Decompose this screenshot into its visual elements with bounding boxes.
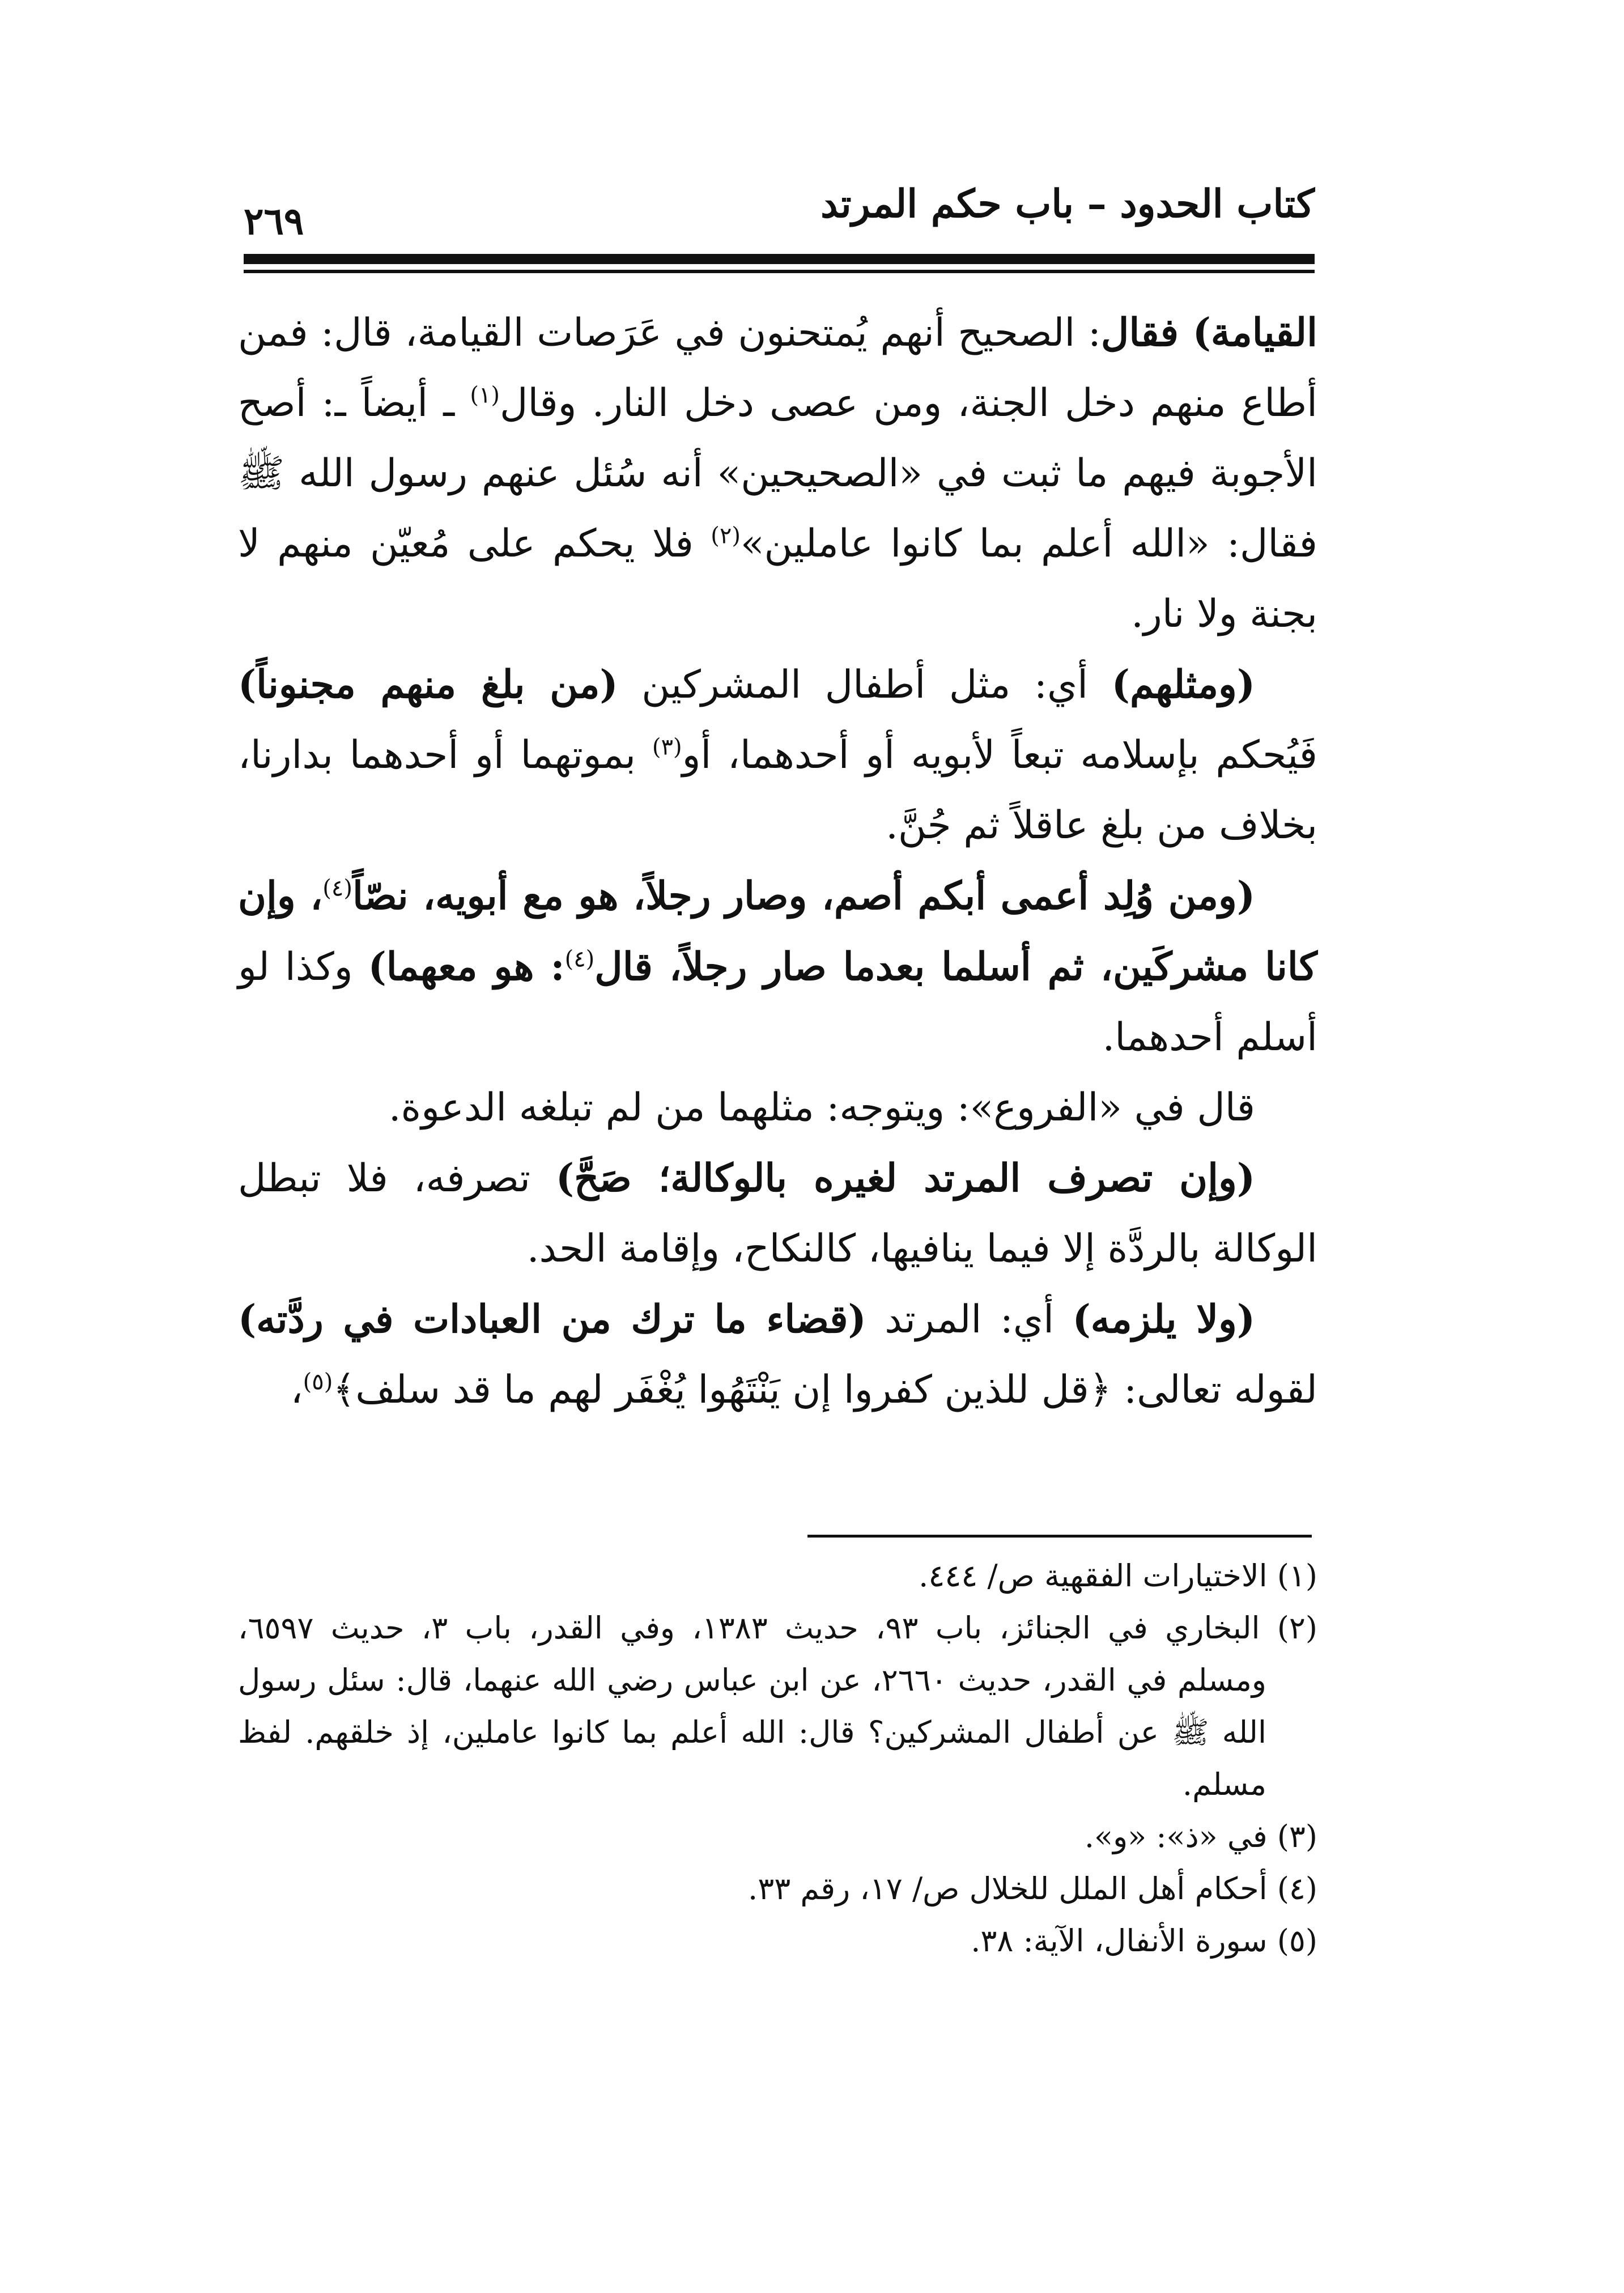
page-header	[244, 181, 1315, 249]
footnote-ref: (٢)	[711, 523, 741, 549]
text-run: وكذا لو أسلم أحدهما.	[238, 945, 1317, 1060]
header-rule-thin	[244, 270, 1315, 273]
text-run: أي: مثل أطفال المشركين	[618, 663, 1112, 707]
bold-phrase: : هو معهما)	[368, 944, 565, 990]
text-run: ،	[290, 1368, 303, 1412]
running-title: كتاب الحدود – باب حكم المرتد	[820, 181, 1315, 227]
bold-phrase: (ومثلهم)	[1111, 662, 1256, 707]
bold-phrase: (من بلغ منهم مجنوناً)	[238, 662, 618, 707]
paragraph-5	[238, 1143, 1317, 1284]
text-run: لقوله تعالى: ﴿قل للذين كفروا إن يَنْتَهُوا يُغْفَر لهم ما قد سلف﴾	[333, 1368, 1317, 1412]
paragraph-6	[238, 1284, 1317, 1425]
footnote-ref: (١)	[470, 382, 500, 409]
footnote-2: (٢) البخاري في الجنائز، باب ٩٣، حديث ١٣٨٣، وفي القدر، باب ٣، حديث ٦٥٩٧، ومسلم في القدر، حديث ٢٦٦٠، عن ابن عباس رضي الله عنهما، قال: سئل رسول الله ﷺ عن أطفال المشركين؟ قال: الله أعلم بما كانوا عاملين، إذ خلقهم. لفظ مسلم.	[238, 1610, 1317, 1802]
bold-phrase: (وإن تصرف المرتد لغيره بالوكالة؛ صَحَّ)	[555, 1156, 1255, 1201]
bold-phrase: (ومن وُلِد أعمى أبكم أصم، وصار رجلاً، هو مع أبويه، نصّاً	[352, 873, 1255, 919]
text-run: بموتهما أو أحدهما بدارنا، بخلاف من بلغ عاقلاً ثم جُنَّ.	[238, 733, 1317, 848]
main-text	[238, 298, 1317, 1425]
paragraph-4	[238, 1073, 1317, 1143]
header-rule-thick	[244, 254, 1315, 264]
paragraph-3	[238, 861, 1317, 1073]
text-run: فَيُحكم بإسلامه تبعاً لأبويه أو أحدهما، أو	[682, 733, 1318, 778]
text-run: قال في «الفروع»: ويتوجه: مثلهما من لم تبلغه الدعوة.	[388, 1085, 1255, 1130]
text-run: : الصحيح أنهم يُمتحنون في عَرَصات القيامة، قال: فمن أطاع منهم دخل الجنة، ومن عصى دخل النار. وقال	[238, 311, 1317, 426]
text-run: فلا يحكم على مُعيّن منهم لا بجنة ولا نار.	[238, 521, 1317, 636]
footnote-1: (١) الاختيارات الفقهية ص/ ٤٤٤.	[919, 1558, 1317, 1594]
footnotes	[238, 1550, 1317, 1967]
footnote-ref: (٤)	[322, 875, 352, 902]
footnote-ref: (٤)	[564, 946, 595, 973]
bold-phrase: القيامة) فقال	[1100, 310, 1318, 355]
text-run: ـ أيضاً ـ: أصح الأجوبة فيهم ما ثبت في «الصحيحين» أنه سُئل عنهم رسول الله ﷺ فقال: «الله أعلم بما كانوا عاملين»	[238, 381, 1318, 566]
paragraph-1	[238, 298, 1317, 649]
text-run: أي: المرتد	[866, 1297, 1073, 1342]
paragraph-2	[238, 649, 1317, 861]
footnote-4: (٤) أحكام أهل الملل للخلال ص/ ١٧، رقم ٣٣.	[748, 1871, 1317, 1906]
bold-phrase: (ولا يلزمه)	[1072, 1297, 1256, 1342]
footnote-ref: (٣)	[652, 734, 682, 761]
footnote-separator	[807, 1535, 1312, 1538]
bold-phrase: (قضاء ما ترك من العبادات في ردَّته)	[238, 1297, 866, 1342]
footnote-5: (٥) سورة الأنفال، الآية: ٣٨.	[971, 1923, 1317, 1959]
footnote-3: (٣) في «ذ»: «و».	[1084, 1819, 1317, 1854]
text-run: تصرفه، فلا تبطل الوكالة بالردَّة إلا فيما ينافيها، كالنكاح، وإقامة الحد.	[238, 1156, 1317, 1271]
footnote-ref: (٥)	[303, 1369, 333, 1395]
page-number: ٢٦٩	[244, 199, 304, 243]
bold-phrase: ، وإن كانا مشركَين، ثم أسلما بعدما صار رجلاً، قال	[238, 873, 1318, 990]
